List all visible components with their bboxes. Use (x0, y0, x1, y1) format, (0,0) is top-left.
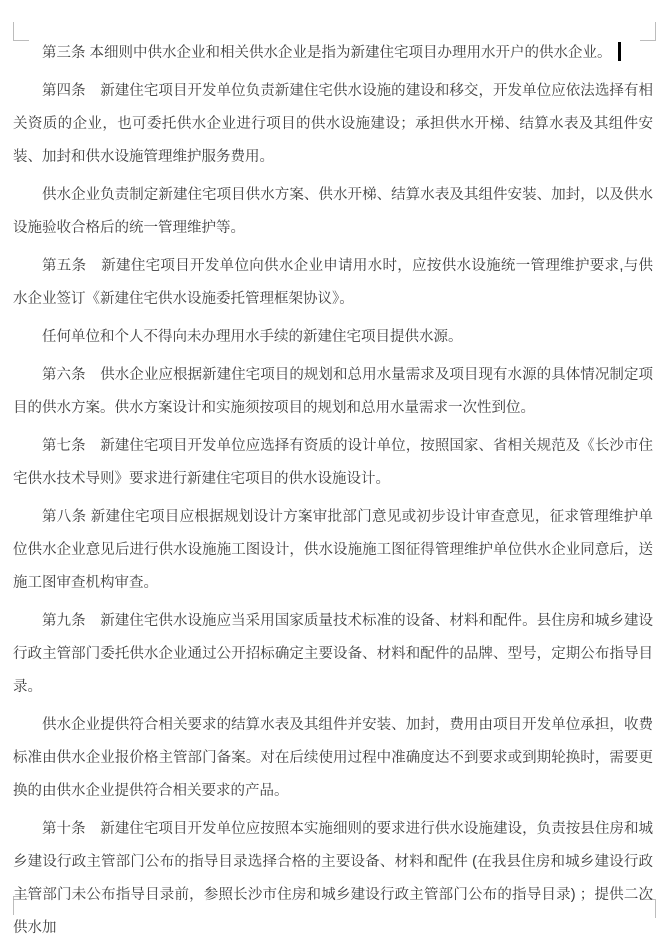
paragraph[interactable]: 第六条 供水企业应根据新建住宅项目的规划和总用水量需求及项目现有水源的具体情况制定项目的供水方案。供水方案设计和实施须按项目的规划和总用水量需求一次性到位。 (13, 367, 653, 416)
paragraph[interactable]: 第九条 新建住宅供水设施应当采用国家质量技术标准的设备、材料和配件。县住房和城乡建设行政主管部门委托供水企业通过公开招标确定主要设备、材料和配件的品牌、型号，定期公布指导目录。 (13, 613, 653, 695)
paragraph[interactable]: 第十条 新建住宅项目开发单位应按照本实施细则的要求进行供水设施建设，负责按县住房和城乡建设行政主管部门公布的指导目录选择合格的主要设备、材料和配件 (在我县住房和城乡建设行政主管部门未公布指导目录前，参照长沙市住房和城乡建设行政主管部门公布的指导目录) ；提供二次供水加 (13, 821, 653, 936)
paragraph[interactable]: 第四条 新建住宅项目开发单位负责新建住宅供水设施的建设和移交，开发单位应依法选择有相关资质的企业，也可委托供水企业进行项目的供水设施建设；承担供水开梯、结算水表及其组件安装、加封和供水设施管理维护服务费用。 (13, 83, 653, 165)
paragraph[interactable]: 供水企业提供符合相关要求的结算水表及其组件并安装、加封，费用由项目开发单位承担，收费标准由供水企业报价格主管部门备案。对在后续使用过程中准确度达不到要求或到期轮换时，需要更换的由供水企业提供符合相关要求的产品。 (13, 717, 653, 799)
paragraph[interactable]: 任何单位和个人不得向未办理用水手续的新建住宅项目提供水源。 (42, 329, 463, 345)
paragraph[interactable]: 第三条 本细则中供水企业和相关供水企业是指为新建住宅项目办理用水开户的供水企业。 (13, 37, 653, 70)
paragraph[interactable]: 第八条 新建住宅项目应根据规划设计方案审批部门意见或初步设计审查意见，征求管理维护单位供水企业意见后进行供水设施施工图设计，供水设施施工图征得管理维护单位供水企业同意后，送施工图审查机构审查。 (13, 509, 653, 591)
paragraph[interactable]: 供水企业负责制定新建住宅项目供水方案、供水开梯、结算水表及其组件安装、加封，以及供水设施验收合格后的统一管理维护等。 (13, 187, 653, 236)
text-cursor (618, 42, 621, 61)
document-text[interactable] (13, 37, 653, 950)
paragraph[interactable]: 第五条 新建住宅项目开发单位向供水企业申请用水时，应按供水设施统一管理维护要求,与供水企业签订《新建住宅供水设施委托管理框架协议》。 (13, 258, 653, 307)
paragraph[interactable]: 第七条 新建住宅项目开发单位应选择有资质的设计单位，按照国家、省相关规范及《长沙市住宅供水技术导则》要求进行新建住宅项目的供水设施设计。 (13, 438, 653, 487)
